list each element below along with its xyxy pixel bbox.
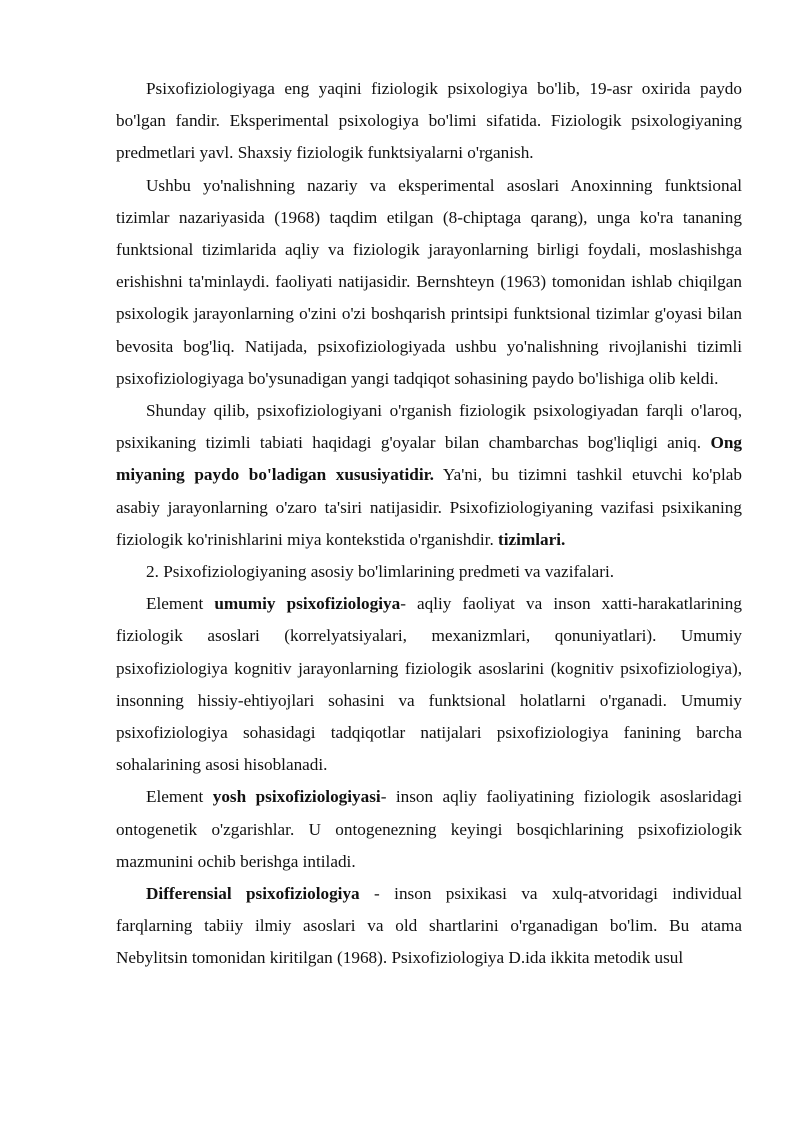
- bold-term: tizimlari.: [498, 529, 566, 549]
- section-heading: 2. Psixofiziologiyaning asosiy bo'limlarining predmeti va vazifalari.: [146, 562, 615, 582]
- text-span: Element: [146, 787, 213, 807]
- paragraph-anokhin-theory: Ushbu yo'nalishning nazariy va eksperimental asoslari Anoxinning funktsional tizimlar nazariyasida (1968) taqdim etilgan (8-chiptaga qarang), unga ko'ra tananing funktsional tizimlarida aqliy va fiziologik jarayonlarning birligi foydali, moslashishga erishishni ta'minlaydi. faoliyati natijasidir. Bernshteyn (1963) tomonidan ishlab chiqilgan psixologik jarayonlarning o'zini o'zi boshqarish printsipi funktsional tizimlar g'oyasi bilan bevosita bog'liq. Natijada, psixofiziologiyada ushbu yo'nalishning rivojlanishi tizimli psixofiziologiyaga bo'ysunadigan yangi tadqiqot sohasining paydo bo'lishiga olib keldi.: [116, 175, 742, 388]
- text-span: Ya'ni, bu tizimni tashkil etuvchi ko'plab asabiy jarayonlarning o'zaro ta'siri natijasidir. Psixofiziologiyaning vazifasi psixikaning fiziologik ko'rinishlarini miya kontekstida o'rganishdir.: [116, 465, 742, 549]
- text-span: - aqliy faoliyat va inson xatti-harakatlarining fiziologik asoslari (korrelyatsiyalari, mexanizmlari, qonuniyatlari). Umumiy psixofiziologiya kognitiv jarayonlarning fiziologik asoslarini (kognitiv psixofiziologiya), insonning hissiy-ehtiyojlari sohasini va funktsional holatlarni o'rganadi. Umumiy psixofiziologiya sohasidagi tadqiqotlar natijalari psixofiziologiya fanining barcha sohalarining asosi hisoblanadi.: [116, 594, 742, 775]
- paragraph-age-psychophysiology: [116, 781, 742, 878]
- paragraph-systemic-nature: [116, 395, 742, 556]
- bold-term: umumiy psixofiziologiya: [214, 594, 401, 614]
- text-span: - inson aqliy faoliyatining fiziologik asoslaridagi ontogenetik o'zgarishlar. U ontogenezning keyingi bosqichlarining psixofiziologik mazmunini ochib berishga intiladi.: [116, 787, 742, 871]
- text-span: Element: [146, 594, 215, 614]
- text-span: Shunday qilib, psixofiziologiyani o'rganish fiziologik psixologiyadan farqli o'laroq, psixikaning tizimli tabiati haqidagi g'oyalar bilan chambarchas bog'liqligi aniq.: [116, 401, 742, 453]
- paragraph-intro: Psixofiziologiyaga eng yaqini fiziologik psixologiya bo'lib, 19-asr oxirida paydo bo'lgan fandir. Eksperimental psixologiya bo'limi sifatida. Fiziologik psixologiyaning predmetlari yavl. Shaxsiy fiziologik funktsiyalarni o'rganish.: [116, 79, 742, 163]
- paragraph-differential-psychophysiology: [116, 878, 742, 975]
- bold-term: Ong miyaning paydo bo'ladigan xususiyatidir.: [116, 433, 742, 485]
- bold-term: yosh psixofiziologiyasi: [212, 787, 381, 807]
- bold-term: Differensial psixofiziologiya: [146, 884, 360, 904]
- text-span: - inson psixikasi va xulq-atvoridagi individual farqlarning tabiiy ilmiy asoslari va old shartlarini o'rganadigan bo'lim. Bu atama Nebylitsin tomonidan kiritilgan (1968). Psixofiziologiya D.ida ikkita metodik usul: [116, 884, 743, 968]
- paragraph-general-psychophysiology: [116, 588, 742, 781]
